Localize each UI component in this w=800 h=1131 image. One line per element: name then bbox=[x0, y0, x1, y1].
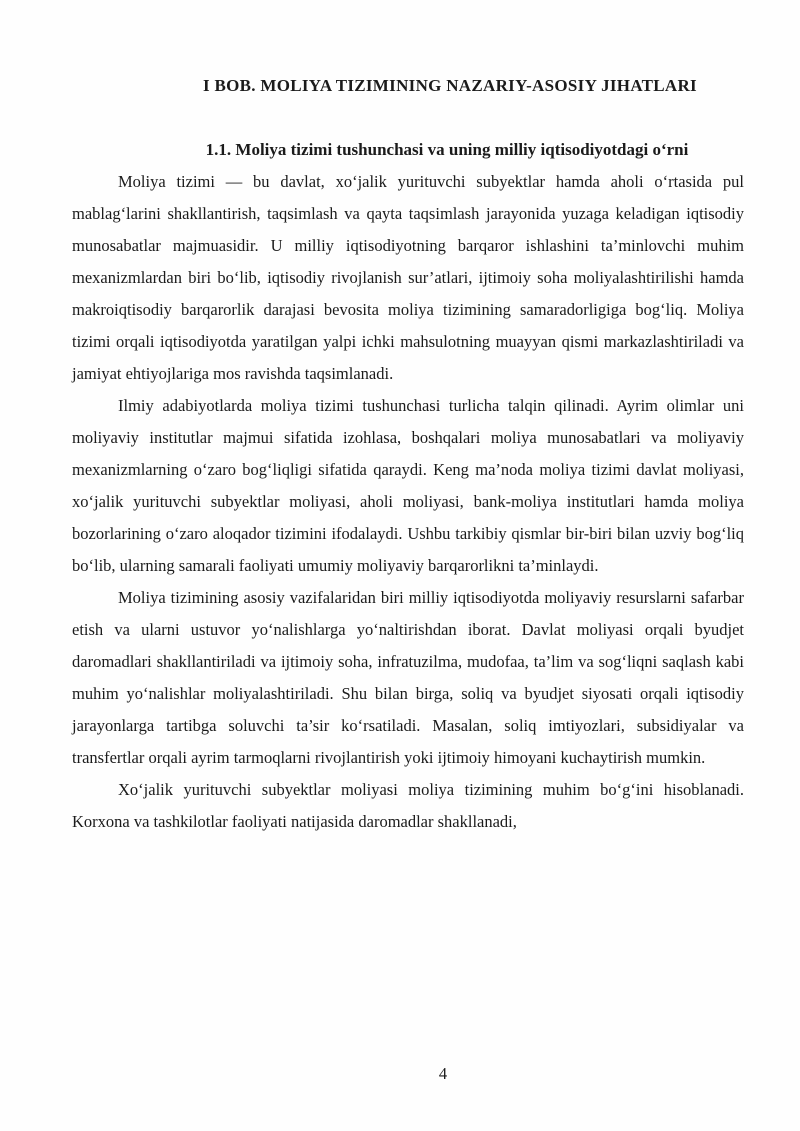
page-number: 4 bbox=[438, 1064, 448, 1083]
paragraph: Xo‘jalik yurituvchi subyektlar moliyasi moliya tizimining muhim bo‘g‘ini hisoblanadi. Korxona va tashkilotlar faoliyati natijasida daromadlar shakllanadi, bbox=[72, 780, 744, 831]
page-content bbox=[72, 70, 744, 838]
paragraph: Moliya tizimining asosiy vazifalaridan biri milliy iqtisodiyotda moliyaviy resurslarni safarbar etish va ularni ustuvor yo‘nalishlarga yo‘naltirishdan iborat. Davlat moliyasi orqali byudjet daromadlari shakllantiriladi va ijtimoiy soha, infratuzilma, mudofaa, ta’lim va sog‘liqni saqlash kabi muhim yo‘nalishlar moliyalashtiriladi. Shu bilan birga, soliq va byudjet siyosati orqali iqtisodiy jarayonlarga tartibga soluvchi ta’sir ko‘rsatiladi. Masalan, soliq imtiyozlari, subsidiyalar va transfertlar orqali ayrim tarmoqlarni rivojlantirish yoki ijtimoiy himoyani kuchaytirish mumkin. bbox=[72, 588, 744, 767]
chapter-title: I BOB. MOLIYA TIZIMINING NAZARIY-ASOSIY JIHATLARI bbox=[203, 76, 697, 95]
paragraph: Ilmiy adabiyotlarda moliya tizimi tushunchasi turlicha talqin qilinadi. Ayrim olimlar uni moliyaviy institutlar majmui sifatida izohlasa, boshqalari moliya munosabatlari va moliyaviy mexanizmlarning o‘zaro bog‘liqligi sifatida qaraydi. Keng ma’noda moliya tizimi davlat moliyasi, xo‘jalik yurituvchi subyektlar moliyasi, aholi moliyasi, bank-moliya institutlari hamda moliya bozorlarining o‘zaro aloqador tizimini ifodalaydi. Ushbu tarkibiy qismlar bir-biri bilan uzviy bog‘liq bo‘lib, ularning samarali faoliyati umumiy moliyaviy barqarorlikni ta’minlaydi. bbox=[72, 396, 744, 575]
body-text bbox=[72, 166, 744, 838]
section-title: 1.1. Moliya tizimi tushunchasi va uning milliy iqtisodiyotdagi o‘rni bbox=[205, 140, 689, 159]
paragraph: Moliya tizimi — bu davlat, xo‘jalik yurituvchi subyektlar hamda aholi o‘rtasida pul mablag‘larini shakllantirish, taqsimlash va qayta taqsimlash jarayonida yuzaga keladigan iqtisodiy munosabatlar majmuasidir. U milliy iqtisodiyotning barqaror ishlashini ta’minlovchi muhim mexanizmlardan biri bo‘lib, iqtisodiy rivojlanish sur’atlari, ijtimoiy soha moliyalashtirilishi hamda makroiqtisodiy barqarorlik darajasi bevosita moliya tizimining samaradorligiga bog‘liq. Moliya tizimi orqali iqtisodiyotda yaratilgan yalpi ichki mahsulotning muayyan qismi markazlashtiriladi va jamiyat ehtiyojlariga mos ravishda taqsimlanadi. bbox=[72, 172, 744, 383]
